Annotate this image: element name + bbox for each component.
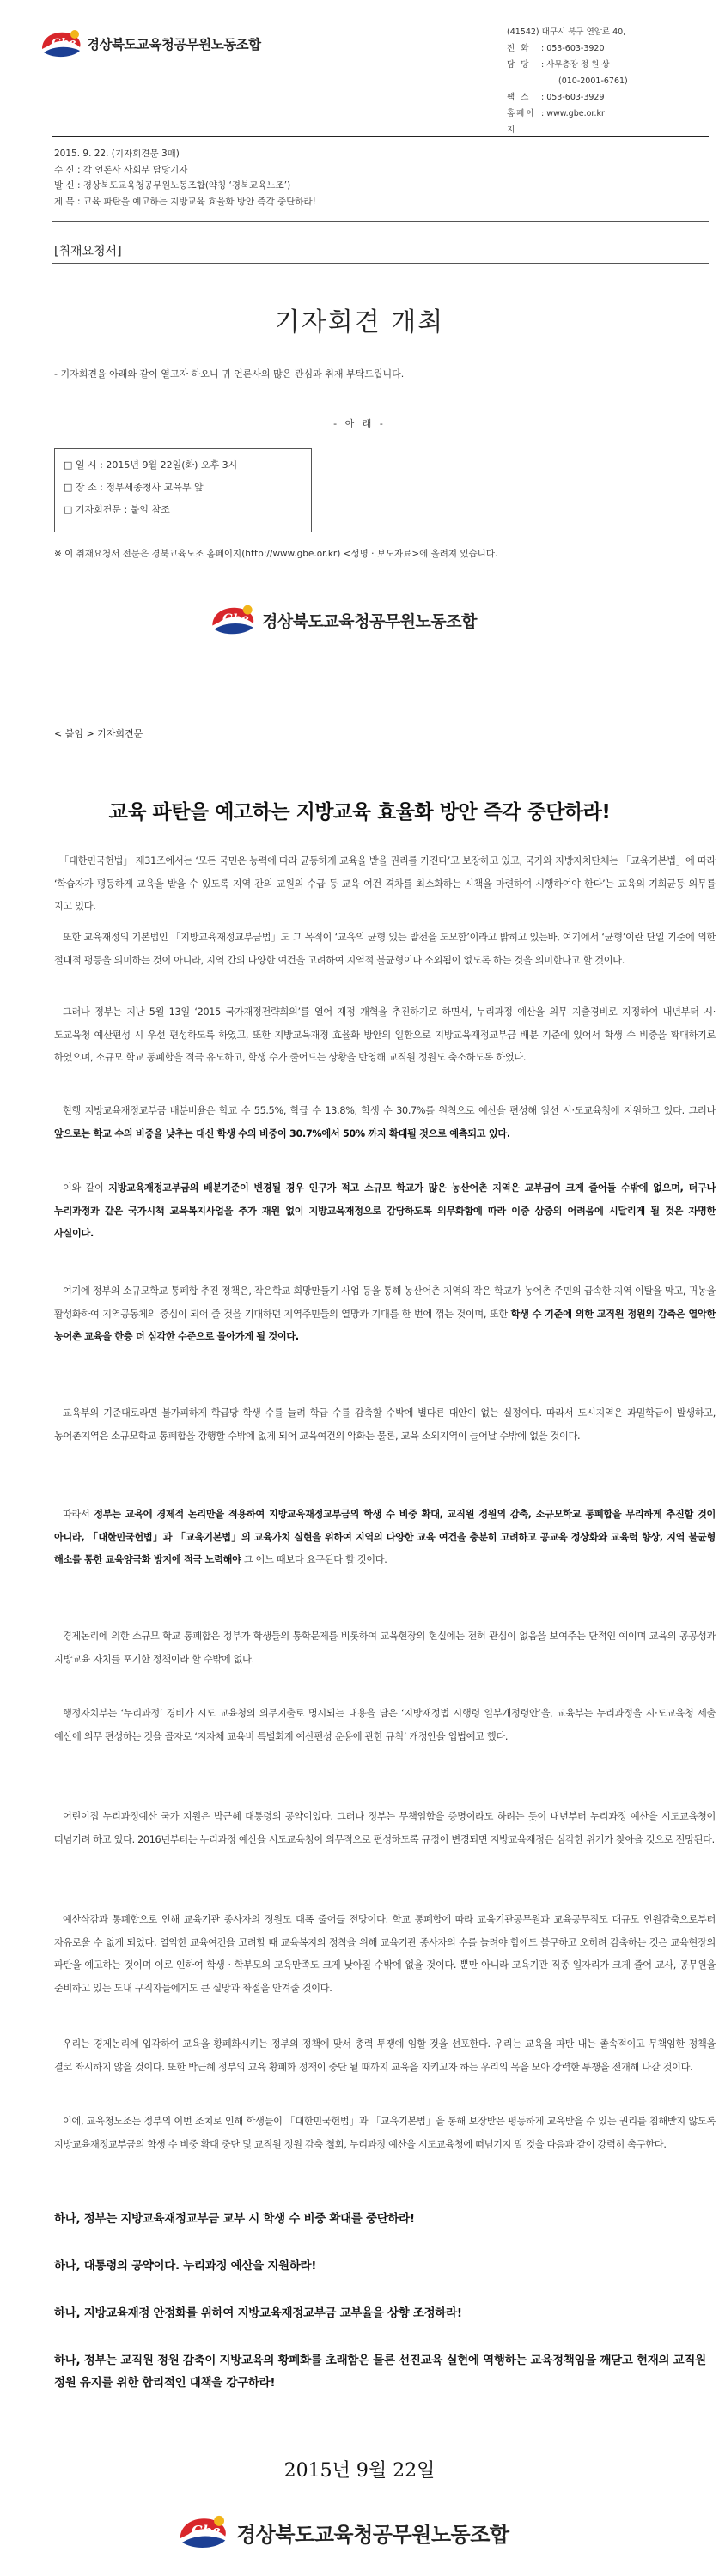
contact-phone: : 053-603-3920 bbox=[541, 44, 605, 53]
contact-address: (41542) 대구시 북구 연암로 40, bbox=[507, 27, 626, 37]
statement-date: 2015년 9월 22일 bbox=[283, 2460, 436, 2482]
logo-glyph: Gbe bbox=[52, 37, 76, 50]
paragraph-7: 교육부의 기준대로라면 불가피하게 학급당 학생 수를 늘려 학급 수를 감축할 수밖에 별다른 대안이 없는 실정이다. 따라서 도시지역은 과밀학급이 발생하고, 농어촌지역은 소규모학교 통폐합을 강행할 수밖에 없게 되어 교육여건의 악화는 물론, 교육 소외지역이 늘어날 수밖에 없을 것이다. bbox=[54, 1407, 716, 1442]
paragraph-5-emphasis: 지방교육재정교부금의 배분기준이 변경될 경우 인구가 적고 소규모 학교가 많은 농산어촌 지역은 교부금이 크게 줄어들 수밖에 없으며, 더구나 누리과정과 같은 국가시책 교육복지사업을 추가 재원 없이 지방교육재정으로 감당하도록 의무화함에 따라 이중 삼중의 어려움에 시달리게 될 것은 자명한 사실이다. bbox=[54, 1182, 716, 1239]
paragraph-6 bbox=[54, 1280, 716, 1349]
contact-manager: : 사무총장 정 원 상 bbox=[541, 60, 610, 70]
footer-logo bbox=[176, 2512, 509, 2553]
demand-2: 하나, 대통령의 공약이다. 누리과정 예산을 지원하라! bbox=[54, 2259, 317, 2273]
paragraph-8-text: 따라서 bbox=[63, 1509, 94, 1520]
event-info-box bbox=[54, 448, 312, 532]
org-name: 경상북도교육청공무원노동조합 bbox=[262, 611, 477, 631]
paragraph-4 bbox=[54, 1100, 716, 1145]
contact-fax-label: 팩 스 bbox=[507, 93, 531, 102]
paragraph-4-emphasis: 앞으로는 학교 수의 비중을 낮추는 대신 학생 수의 비중이 30.7%에서 50% 까지 확대될 것으로 예측되고 있다. bbox=[54, 1127, 510, 1139]
paragraph-9: 경제논리에 의한 소규모 학교 통폐합은 정부가 학생들의 통학문제를 비롯하여 교육현장의 현실에는 전혀 관심이 없음을 보여주는 단적인 예이며 교육의 공공성과 지방교육 자치를 포기한 정책이라 할 수밖에 없다. bbox=[54, 1631, 716, 1665]
union-logo-icon bbox=[176, 2512, 229, 2553]
meta-line-recipient: 수 신 : 각 언론사 사회부 담당기자 bbox=[54, 164, 188, 175]
contact-phone-label: 전 화 bbox=[507, 44, 531, 53]
event-date: □ 일 시 : 2015년 9월 22일(화) 오후 3시 bbox=[64, 459, 238, 471]
paragraph-5-text: 이와 같이 bbox=[63, 1182, 109, 1194]
paragraph-3: 그러나 정부는 지난 5월 13일 ‘2015 국가재정전략회의’를 열어 재정 개혁을 추진하기로 하면서, 누리과정 예산을 의무 지출경비로 지정하여 내년부터 시·도교육청 예산편성 시 우선 편성하도록 하였고, 또한 지방교육재정 효율화 방안의 일환으로 지방교육재정교부금 배분 기준에 있어서 학생 수 비중을 확대하기로 하였으며, 소규모 학교 통폐합을 적극 유도하고, 학생 수가 줄어드는 상황을 반영해 교직원 정원도 축소하도록 하였다. bbox=[54, 1006, 716, 1063]
meta-divider bbox=[52, 221, 709, 222]
request-tag: [취재요청서] bbox=[54, 245, 122, 258]
contact-web[interactable]: : www.gbe.or.kr bbox=[541, 109, 605, 118]
contact-block bbox=[507, 24, 704, 138]
contact-fax: : 053-603-3929 bbox=[541, 93, 605, 102]
union-logo-icon bbox=[209, 601, 257, 639]
press-title: 기자회견 개최 bbox=[274, 307, 445, 337]
paragraph-6-text: 여기에 정부의 소규모학교 통폐합 추진 정책은, 작은학교 희망만들기 사업 등을 통해 농산어촌 지역의 작은 학교가 농어촌 주민의 급속한 지역 이탈을 막고, 귀농을 활성화하여 지역공동체의 중심이 되어 줄 것을 기대하던 지역주민들의 열망과 기대를 한 번에 꺾는 것이며, 또한 bbox=[54, 1285, 716, 1320]
statement-title: 교육 파탄을 예고하는 지방교육 효율화 방안 즉각 중단하라! bbox=[108, 801, 611, 823]
event-text: □ 기자회견문 : 붙임 참조 bbox=[64, 504, 170, 515]
meta-line-sender: 발 신 : 경상북도교육청공무원노동조합(약칭 ‘경북교육노조’) bbox=[54, 180, 291, 191]
paragraph-4-text: 현행 지방교육재정교부금 배분비율은 학교 수 55.5%, 학급 수 13.8%, 학생 수 30.7%를 원칙으로 예산을 편성해 일선 시·도교육청에 지원하고 있다. 그러나 bbox=[63, 1105, 716, 1116]
contact-manager-label: 담 당 bbox=[507, 60, 531, 70]
attachment-label: < 붙임 > 기자회견문 bbox=[54, 728, 143, 739]
request-tag-underline bbox=[52, 263, 709, 264]
org-name: 경상북도교육청공무원노동조합 bbox=[236, 2522, 509, 2547]
paragraph-12: 예산삭감과 통폐합으로 인해 교육기관 종사자의 정원도 대폭 줄어들 전망이다. 학교 통폐합에 따라 교육기관공무원과 교육공무직도 대규모 인원감축으로부터 자유로울 수 없게 되었다. 열악한 교육여건을 고려할 때 교육복지의 정착을 위해 교육기관 종사자의 수를 늘려야 함에도 불구하고 오히려 감축하는 것은 교육현장의 파탄을 예고하는 것이며 이로 인하여 학생 · 학부모의 교육만족도 크게 낮아질 수밖에 없을 것이다. 뿐만 아니라 교육기관 직종 일자리가 크게 줄어 교사, 공무원을 준비하고 있는 도내 구직자들에게도 큰 실망과 좌절을 안겨줄 것이다. bbox=[54, 1914, 716, 1994]
paragraph-11: 어린이집 누리과정예산 국가 지원은 박근혜 대통령의 공약이었다. 그러나 정부는 무책임함을 증명이라도 하려는 듯이 내년부터 누리과정 예산을 시도교육청이 떠넘기려 하고 있다. 2016년부터는 누리과정 예산을 시도교육청이 의무적으로 편성하도록 규정이 변경되면 지방교육재정은 심각한 위기가 찾아올 것으로 전망된다. bbox=[54, 1811, 716, 1845]
header-divider bbox=[52, 136, 709, 137]
paragraph-8 bbox=[54, 1504, 716, 1572]
union-logo-icon bbox=[39, 27, 83, 61]
meta-line-date: 2015. 9. 22. (기자회견문 3매) bbox=[54, 149, 180, 159]
document-meta bbox=[54, 146, 655, 210]
org-name: 경상북도교육청공무원노동조합 bbox=[87, 37, 261, 52]
intro-text: - 기자회견을 아래와 같이 열고자 하오니 귀 언론사의 많은 관심과 취재 부탁드립니다. bbox=[54, 368, 405, 380]
demand-1: 하나, 정부는 지방교육재정교부금 교부 시 학생 수 비중 확대를 중단하라! bbox=[54, 2212, 415, 2226]
paragraph-1: 「대한민국헌법」 제31조에서는 ‘모든 국민은 능력에 따라 균등하게 교육을 받을 권리를 가진다’고 보장하고 있고, 국가와 지방자치단체는 「교육기본법」에 따라 ‘학습자가 평등하게 교육을 받을 수 있도록 지역 간의 교원의 수급 등 교육 여건 격차를 최소화하는 시책을 마련하여 시행하여야 한다’는 교육의 기회균등 의무를 지고 있다. bbox=[54, 855, 716, 912]
demand-3: 하나, 지방교육재정 안정화를 위하여 지방교육재정교부금 교부율을 상향 조정하라! bbox=[54, 2306, 462, 2320]
paragraph-5 bbox=[54, 1177, 716, 1246]
below-marker: - 아 래 - bbox=[333, 418, 386, 429]
paragraph-14: 이에, 교육청노조는 정부의 이번 조치로 인해 학생들이 「대한민국헌법」과 「교육기본법」을 통해 보장받은 평등하게 교육받을 수 있는 권리를 침해받지 않도록 지방교육재정교부금의 학생 수 비중 확대 중단 및 교직원 정원 감축 철회, 누리과정 예산을 시도교육청에 떠넘기지 말 것을 다음과 같이 강력히 촉구한다. bbox=[54, 2116, 716, 2150]
middle-logo bbox=[209, 601, 477, 639]
homepage-note: ※ 이 취재요청서 전문은 경북교육노조 홈페이지(http://www.gbe.or.kr) <성명 · 보도자료>에 올려져 있습니다. bbox=[54, 549, 498, 559]
logo-glyph: Gbe bbox=[222, 612, 249, 627]
paragraph-13: 우리는 경제논리에 입각하여 교육을 황폐화시키는 정부의 정책에 맞서 총력 투쟁에 임할 것을 선포한다. 우리는 교육을 파탄 내는 졸속적이고 무책임한 정책을 결코 좌시하지 않을 것이다. 또한 박근혜 정부의 교육 황폐화 정책이 중단 될 때까지 교육을 지키고자 하는 우리의 목을 모아 강력한 투쟁을 전개해 나갈 것이다. bbox=[54, 2038, 716, 2073]
paragraph-2: 또한 교육재정의 기본법인 「지방교육재정교부금법」도 그 목적이 ‘교육의 균형 있는 발전을 도모함’이라고 밝히고 있는바, 여기에서 ‘균형’이란 단일 기준에 의한 절대적 평등을 의미하는 것이 아니라, 지역 간의 다양한 여건을 고려하여 지역적 불균형이나 소외됨이 없도록 하는 것을 의미한다고 할 것이다. bbox=[54, 932, 716, 966]
demand-4: 하나, 정부는 교직원 정원 감축이 지방교육의 황폐화를 초래함은 물론 선진교육 실현에 역행하는 교육정책임을 깨닫고 현재의 교직원 정원 유지를 위한 합리적인 대책을 강구하라! bbox=[54, 2354, 706, 2390]
paragraph-8-tail: 그 어느 때보다 요구된다 할 것이다. bbox=[241, 1554, 387, 1565]
paragraph-8-emphasis: 정부는 교육에 경제적 논리만을 적용하여 지방교육재정교부금의 학생 수 비중 확대, 교직원 정원의 감축, 소규모학교 통폐합을 무리하게 추진할 것이 아니라, 「대한민국헌법」과 「교육기본법」의 교육가치 실현을 위하여 지역의 다양한 교육 여건을 충분히 고려하고 공교육 정상화와 교육력 향상, 지역 불균형 해소를 통한 교육양극화 방지에 적극 노력해야 bbox=[54, 1509, 716, 1565]
paragraph-10: 행정자치부는 ‘누리과정’ 경비가 시도 교육청의 의무지출로 명시되는 내용을 담은 ‘지방재정법 시행령 일부개정령안’을, 교육부는 누리과정을 시·도교육청 세출 예산에 의무 편성하는 것을 골자로 ‘지자체 교육비 특별회계 예산편성 운용에 관한 규칙’ 개정안을 입법예고 했다. bbox=[54, 1708, 716, 1742]
logo-glyph: Gbe bbox=[191, 2522, 221, 2539]
contact-web-label: 홈페이지 bbox=[507, 109, 536, 135]
header-logo bbox=[39, 27, 261, 61]
event-place: □ 장 소 : 정부세종청사 교육부 앞 bbox=[64, 482, 204, 493]
paragraph-6-emphasis: 학생 수 기준에 의한 교직원 정원의 감축은 열악한 농어촌 교육을 한층 더 심각한 수준으로 몰아가게 될 것이다. bbox=[54, 1308, 716, 1342]
contact-manager-phone: (010-2001-6761) bbox=[558, 76, 628, 86]
meta-line-subject: 제 목 : 교육 파탄을 예고하는 지방교육 효율화 방안 즉각 중단하라! bbox=[54, 196, 316, 207]
